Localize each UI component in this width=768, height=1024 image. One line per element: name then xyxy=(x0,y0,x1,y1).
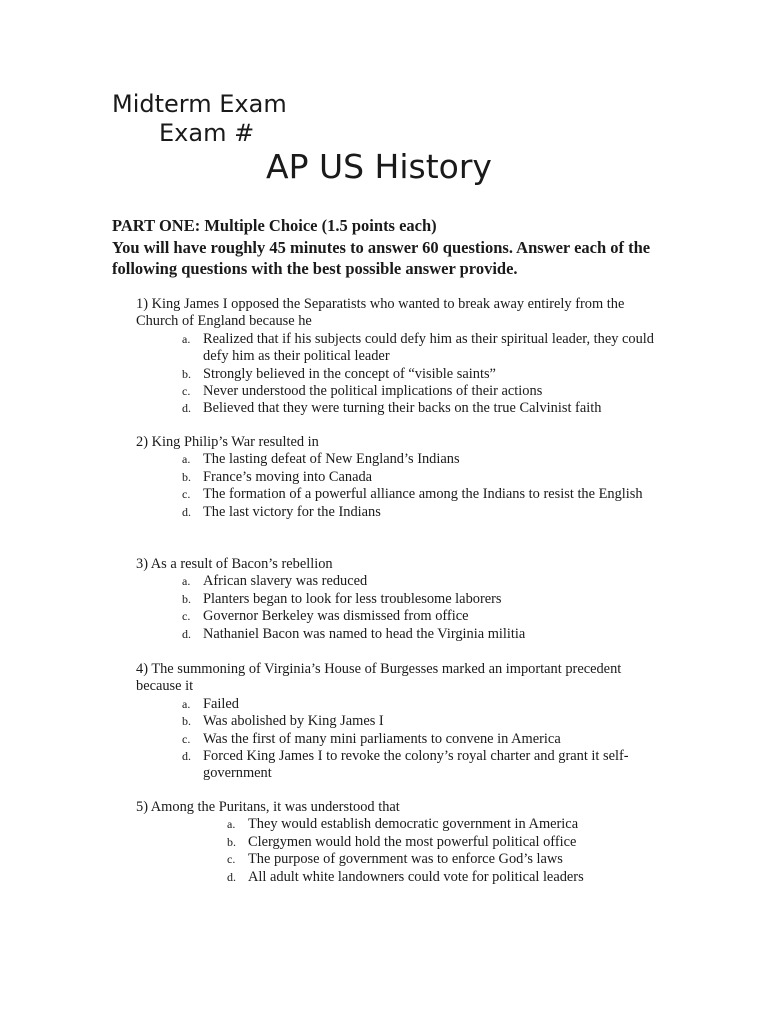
question-stem: 2) King Philip’s War resulted in xyxy=(136,434,319,450)
option-text: Strongly believed in the concept of “visible saints” xyxy=(203,365,496,382)
option-text: Governor Berkeley was dismissed from office xyxy=(203,608,469,625)
option-letter: c. xyxy=(227,852,236,867)
question-2 xyxy=(136,434,656,521)
answer-options xyxy=(136,696,656,783)
option-text: African slavery was reduced xyxy=(203,573,368,590)
option-letter: b. xyxy=(227,834,236,849)
question-stem: 5) Among the Puritans, it was understood that xyxy=(136,799,400,815)
option-letter: b. xyxy=(182,366,191,381)
option-c xyxy=(136,486,656,503)
option-b xyxy=(136,469,656,486)
option-text: Never understood the political implications of their actions xyxy=(203,383,543,400)
option-letter: c. xyxy=(182,487,191,502)
option-d xyxy=(136,748,656,783)
option-text: All adult white landowners could vote for political leaders xyxy=(248,868,584,885)
question-1 xyxy=(136,296,656,418)
answer-options xyxy=(136,573,656,643)
option-text: Realized that if his subjects could defy him as their spiritual leader, they could defy him as their political leader xyxy=(203,330,654,365)
option-letter: d. xyxy=(227,869,236,884)
option-a xyxy=(136,816,616,833)
exam-title: Midterm Exam xyxy=(112,90,287,118)
option-letter: b. xyxy=(182,714,191,729)
question-5 xyxy=(136,799,616,886)
option-letter: c. xyxy=(182,609,191,624)
option-c xyxy=(136,731,656,748)
option-b xyxy=(136,834,616,851)
option-c xyxy=(136,608,656,625)
question-stem: 4) The summoning of Virginia’s House of Burgesses marked an important precedent because it xyxy=(136,661,622,695)
option-text: Nathaniel Bacon was named to head the Virginia militia xyxy=(203,625,526,642)
option-letter: b. xyxy=(182,591,191,606)
section-heading: PART ONE: Multiple Choice (1.5 points each) xyxy=(112,216,437,235)
option-d xyxy=(136,869,616,886)
answer-options xyxy=(136,451,656,521)
course-title: AP US History xyxy=(266,147,492,186)
option-b xyxy=(136,366,656,383)
option-text: France’s moving into Canada xyxy=(203,468,373,485)
option-text: The lasting defeat of New England’s Indians xyxy=(203,451,460,468)
option-a xyxy=(136,331,656,366)
option-c xyxy=(136,383,656,400)
option-text: Was abolished by King James I xyxy=(203,713,384,730)
option-text: The formation of a powerful alliance among the Indians to resist the English xyxy=(203,486,643,503)
option-letter: d. xyxy=(182,626,191,641)
option-a xyxy=(136,696,656,713)
option-letter: c. xyxy=(182,384,191,399)
section-instructions: You will have roughly 45 minutes to answer 60 questions. Answer each of the following questions with the best possible answer provide. xyxy=(112,238,651,278)
option-text: Failed xyxy=(203,695,239,712)
option-text: They would establish democratic government in America xyxy=(248,816,579,833)
option-letter: b. xyxy=(182,469,191,484)
answer-options xyxy=(136,331,656,418)
option-letter: d. xyxy=(182,504,191,519)
option-text: Forced King James I to revoke the colony’s royal charter and grant it self-government xyxy=(203,748,629,782)
option-text: Believed that they were turning their backs on the true Calvinist faith xyxy=(203,400,602,417)
option-letter: a. xyxy=(182,696,191,711)
option-letter: d. xyxy=(182,749,191,764)
option-c xyxy=(136,851,616,868)
option-letter: d. xyxy=(182,401,191,416)
option-letter: a. xyxy=(227,817,236,832)
option-d xyxy=(136,626,656,643)
exam-number-label: Exam # xyxy=(159,119,255,147)
option-text: Was the first of many mini parliaments to convene in America xyxy=(203,730,561,747)
question-stem: 3) As a result of Bacon’s rebellion xyxy=(136,556,333,572)
option-a xyxy=(136,451,656,468)
option-letter: a. xyxy=(182,452,191,467)
option-d xyxy=(136,400,656,417)
question-3 xyxy=(136,556,656,643)
option-text: Clergymen would hold the most powerful political office xyxy=(248,833,577,850)
option-text: Planters began to look for less troublesome laborers xyxy=(203,590,502,607)
option-a xyxy=(136,573,656,590)
question-stem: 1) King James I opposed the Separatists who wanted to break away entirely from the Church of England because he xyxy=(136,296,625,330)
option-letter: a. xyxy=(182,574,191,589)
option-d xyxy=(136,504,656,521)
question-4 xyxy=(136,661,656,783)
answer-options xyxy=(136,816,616,886)
option-b xyxy=(136,713,656,730)
option-text: The purpose of government was to enforce God’s laws xyxy=(248,851,563,868)
option-b xyxy=(136,591,656,608)
option-letter: c. xyxy=(182,731,191,746)
option-letter: a. xyxy=(182,331,191,346)
option-text: The last victory for the Indians xyxy=(203,503,381,520)
